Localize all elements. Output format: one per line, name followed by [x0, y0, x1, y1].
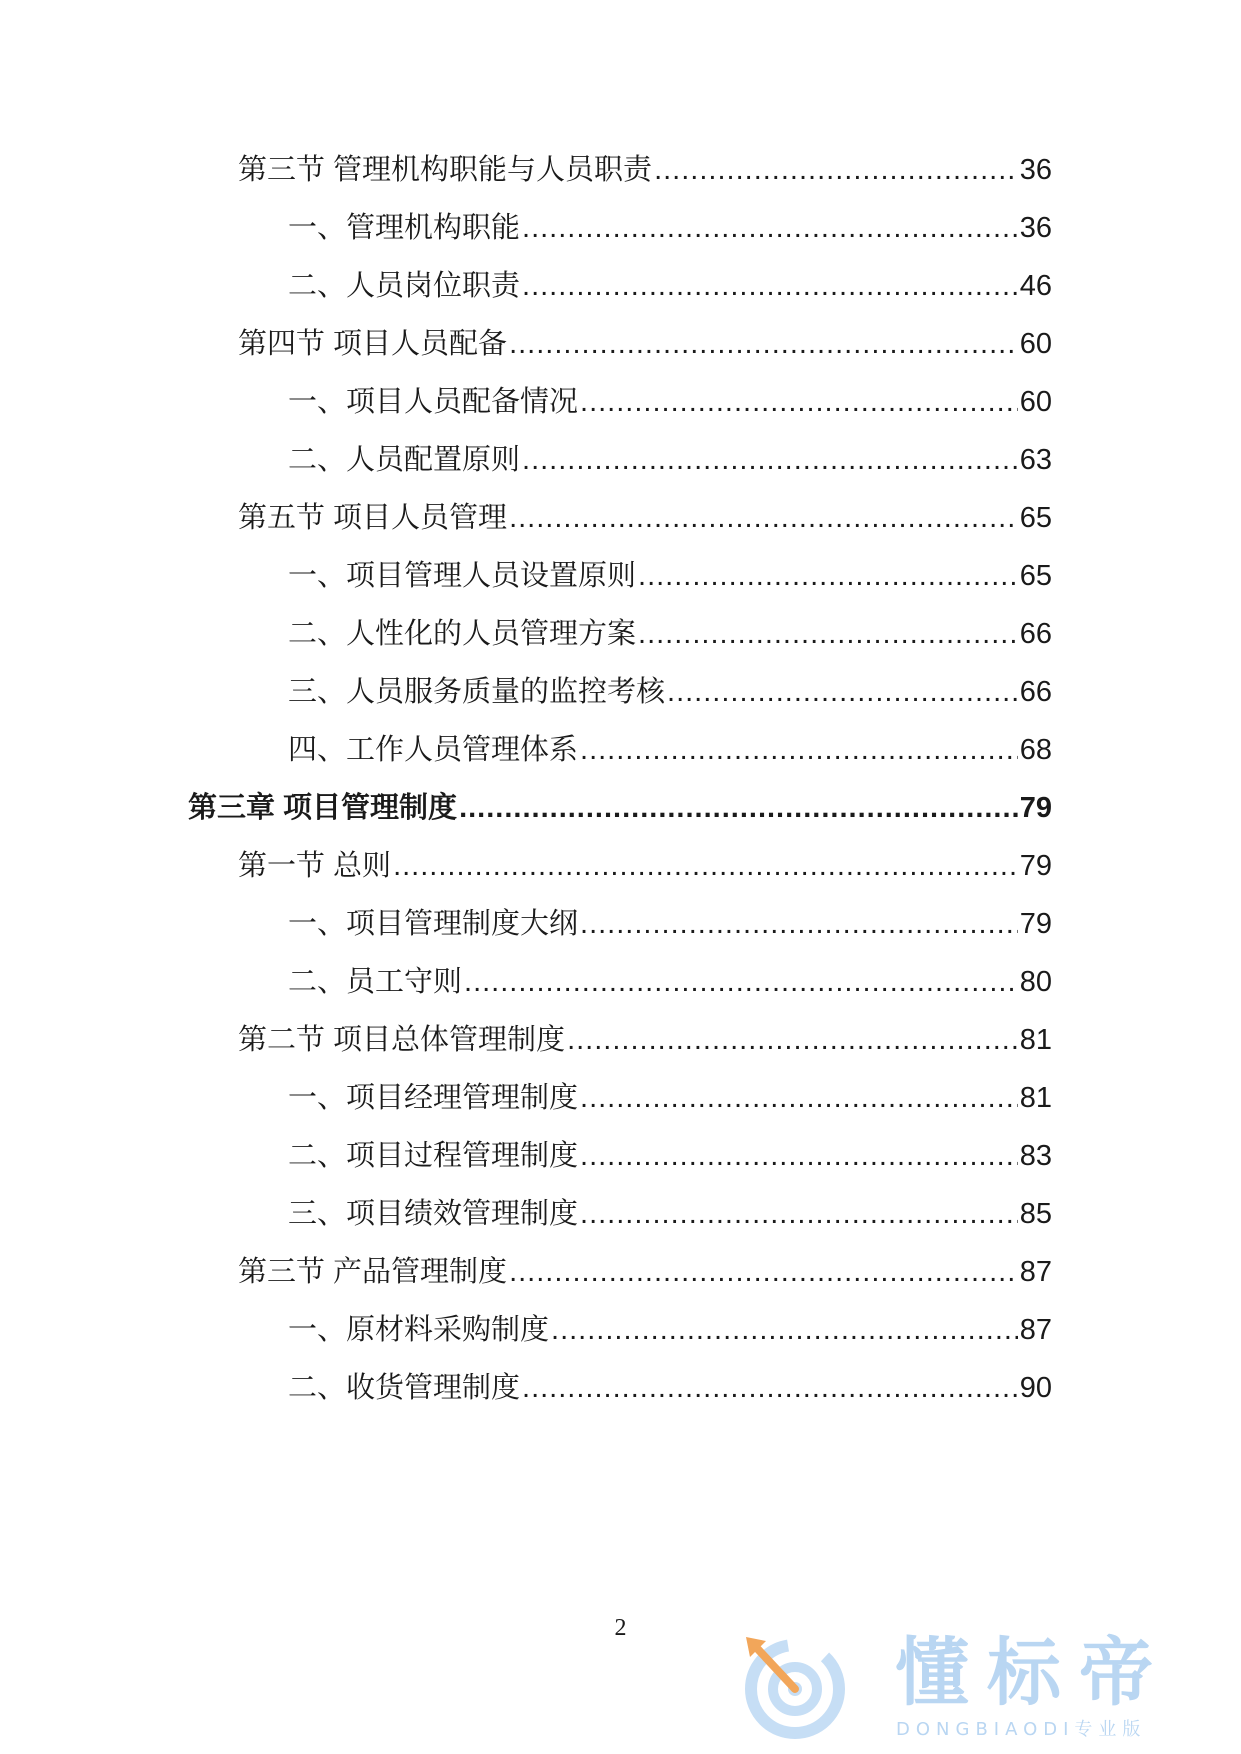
toc-entry-page: 79	[1019, 908, 1052, 940]
toc-leader-dots	[580, 1194, 1018, 1234]
toc-entry-page: 60	[1019, 386, 1052, 418]
toc-entry-title: 一、项目管理制度大纲	[288, 908, 579, 940]
toc-entry-page: 66	[1019, 676, 1052, 708]
toc-leader-dots	[638, 614, 1018, 654]
toc-entry-page: 79	[1019, 792, 1052, 824]
toc-entry-title: 第三节 产品管理制度	[238, 1256, 508, 1288]
toc-entry-title: 二、员工守则	[288, 966, 463, 998]
toc-leader-dots	[393, 846, 1018, 886]
toc-entry[interactable]	[238, 150, 1052, 190]
toc-entry[interactable]	[288, 1136, 1052, 1176]
toc-entry-title: 二、项目过程管理制度	[288, 1140, 579, 1172]
toc-leader-dots	[654, 150, 1018, 190]
toc-entry[interactable]	[288, 1310, 1052, 1350]
toc-leader-dots	[667, 672, 1018, 712]
toc-entry-page: 90	[1019, 1372, 1052, 1404]
toc-entry-title: 一、原材料采购制度	[288, 1314, 550, 1346]
toc-entry[interactable]	[288, 904, 1052, 944]
watermark-subtitle: DONGBIAODI专业版	[896, 1719, 1147, 1740]
toc-entry[interactable]	[288, 962, 1052, 1002]
toc-entry-title: 二、人员岗位职责	[288, 270, 521, 302]
toc-entry-title: 二、人员配置原则	[288, 444, 521, 476]
toc-entry-title: 第三节 管理机构职能与人员职责	[238, 154, 653, 186]
toc-leader-dots	[580, 382, 1018, 422]
toc-entry[interactable]	[288, 1078, 1052, 1118]
watermark-brand-text: 懂标帝	[895, 1630, 1171, 1716]
toc-entry-page: 87	[1019, 1256, 1052, 1288]
toc-leader-dots	[567, 1020, 1018, 1060]
toc-entry-title: 第二节 项目总体管理制度	[238, 1024, 566, 1056]
toc-entry-page: 81	[1019, 1024, 1052, 1056]
toc-entry-page: 83	[1019, 1140, 1052, 1172]
toc-entry-page: 36	[1019, 212, 1052, 244]
toc-entry-page: 36	[1019, 154, 1052, 186]
toc-entry-page: 87	[1019, 1314, 1052, 1346]
toc-entry-page: 65	[1019, 560, 1052, 592]
toc-leader-dots	[522, 440, 1018, 480]
toc-entry-page: 68	[1019, 734, 1052, 766]
toc-entry[interactable]	[238, 846, 1052, 886]
toc-entry-page: 63	[1019, 444, 1052, 476]
toc-entry-title: 第五节 项目人员管理	[238, 502, 508, 534]
toc-leader-dots	[509, 498, 1018, 538]
toc-leader-dots	[522, 208, 1018, 248]
toc-entry-title: 一、管理机构职能	[288, 212, 521, 244]
toc-entry-page: 79	[1019, 850, 1052, 882]
toc-entry-page: 80	[1019, 966, 1052, 998]
toc-entry-title: 一、项目管理人员设置原则	[288, 560, 637, 592]
toc-entry[interactable]	[238, 324, 1052, 364]
toc-entry[interactable]	[288, 556, 1052, 596]
toc-entry-title: 三、项目绩效管理制度	[288, 1198, 579, 1230]
toc-leader-dots	[580, 904, 1018, 944]
toc-chapter-entry[interactable]	[188, 788, 1052, 828]
toc-entry[interactable]	[288, 266, 1052, 306]
toc-leader-dots	[522, 1368, 1018, 1408]
toc-entry-title: 第一节 总则	[238, 850, 392, 882]
toc-entry[interactable]	[288, 1368, 1052, 1408]
toc-entry[interactable]	[238, 498, 1052, 538]
toc-entry[interactable]	[238, 1252, 1052, 1292]
toc-leader-dots	[580, 730, 1018, 770]
toc-entry[interactable]	[288, 208, 1052, 248]
toc-entry[interactable]	[288, 1194, 1052, 1234]
toc-entry[interactable]	[288, 614, 1052, 654]
toc-entry-page: 85	[1019, 1198, 1052, 1230]
toc-entry-title: 二、收货管理制度	[288, 1372, 521, 1404]
brand-watermark	[740, 1625, 1220, 1745]
toc-leader-dots	[522, 266, 1018, 306]
toc-leader-dots	[580, 1136, 1018, 1176]
toc-entry-page: 66	[1019, 618, 1052, 650]
toc-leader-dots	[638, 556, 1018, 596]
toc-entry-page: 60	[1019, 328, 1052, 360]
toc-entry-page: 81	[1019, 1082, 1052, 1114]
toc-entry-title: 三、人员服务质量的监控考核	[288, 676, 666, 708]
toc-entry-title: 二、人性化的人员管理方案	[288, 618, 637, 650]
toc-entry-title: 一、项目经理管理制度	[288, 1082, 579, 1114]
toc-leader-dots	[459, 788, 1018, 828]
toc-leader-dots	[464, 962, 1018, 1002]
toc-leader-dots	[509, 1252, 1018, 1292]
toc-entry-title: 第四节 项目人员配备	[238, 328, 508, 360]
toc-entry-title: 四、工作人员管理体系	[288, 734, 579, 766]
toc-leader-dots	[580, 1078, 1018, 1118]
toc-entry-page: 65	[1019, 502, 1052, 534]
toc-entry[interactable]	[288, 730, 1052, 770]
toc-leader-dots	[509, 324, 1018, 364]
toc-entry[interactable]	[288, 672, 1052, 712]
toc-entry-page: 46	[1019, 270, 1052, 302]
target-logo-icon	[740, 1631, 850, 1741]
toc-entry[interactable]	[238, 1020, 1052, 1060]
toc-leader-dots	[551, 1310, 1018, 1350]
toc-entry[interactable]	[288, 382, 1052, 422]
toc-entry[interactable]	[288, 440, 1052, 480]
toc-entry-title: 第三章 项目管理制度	[188, 792, 458, 824]
toc-entry-title: 一、项目人员配备情况	[288, 386, 579, 418]
page-number: 2	[614, 1615, 627, 1641]
